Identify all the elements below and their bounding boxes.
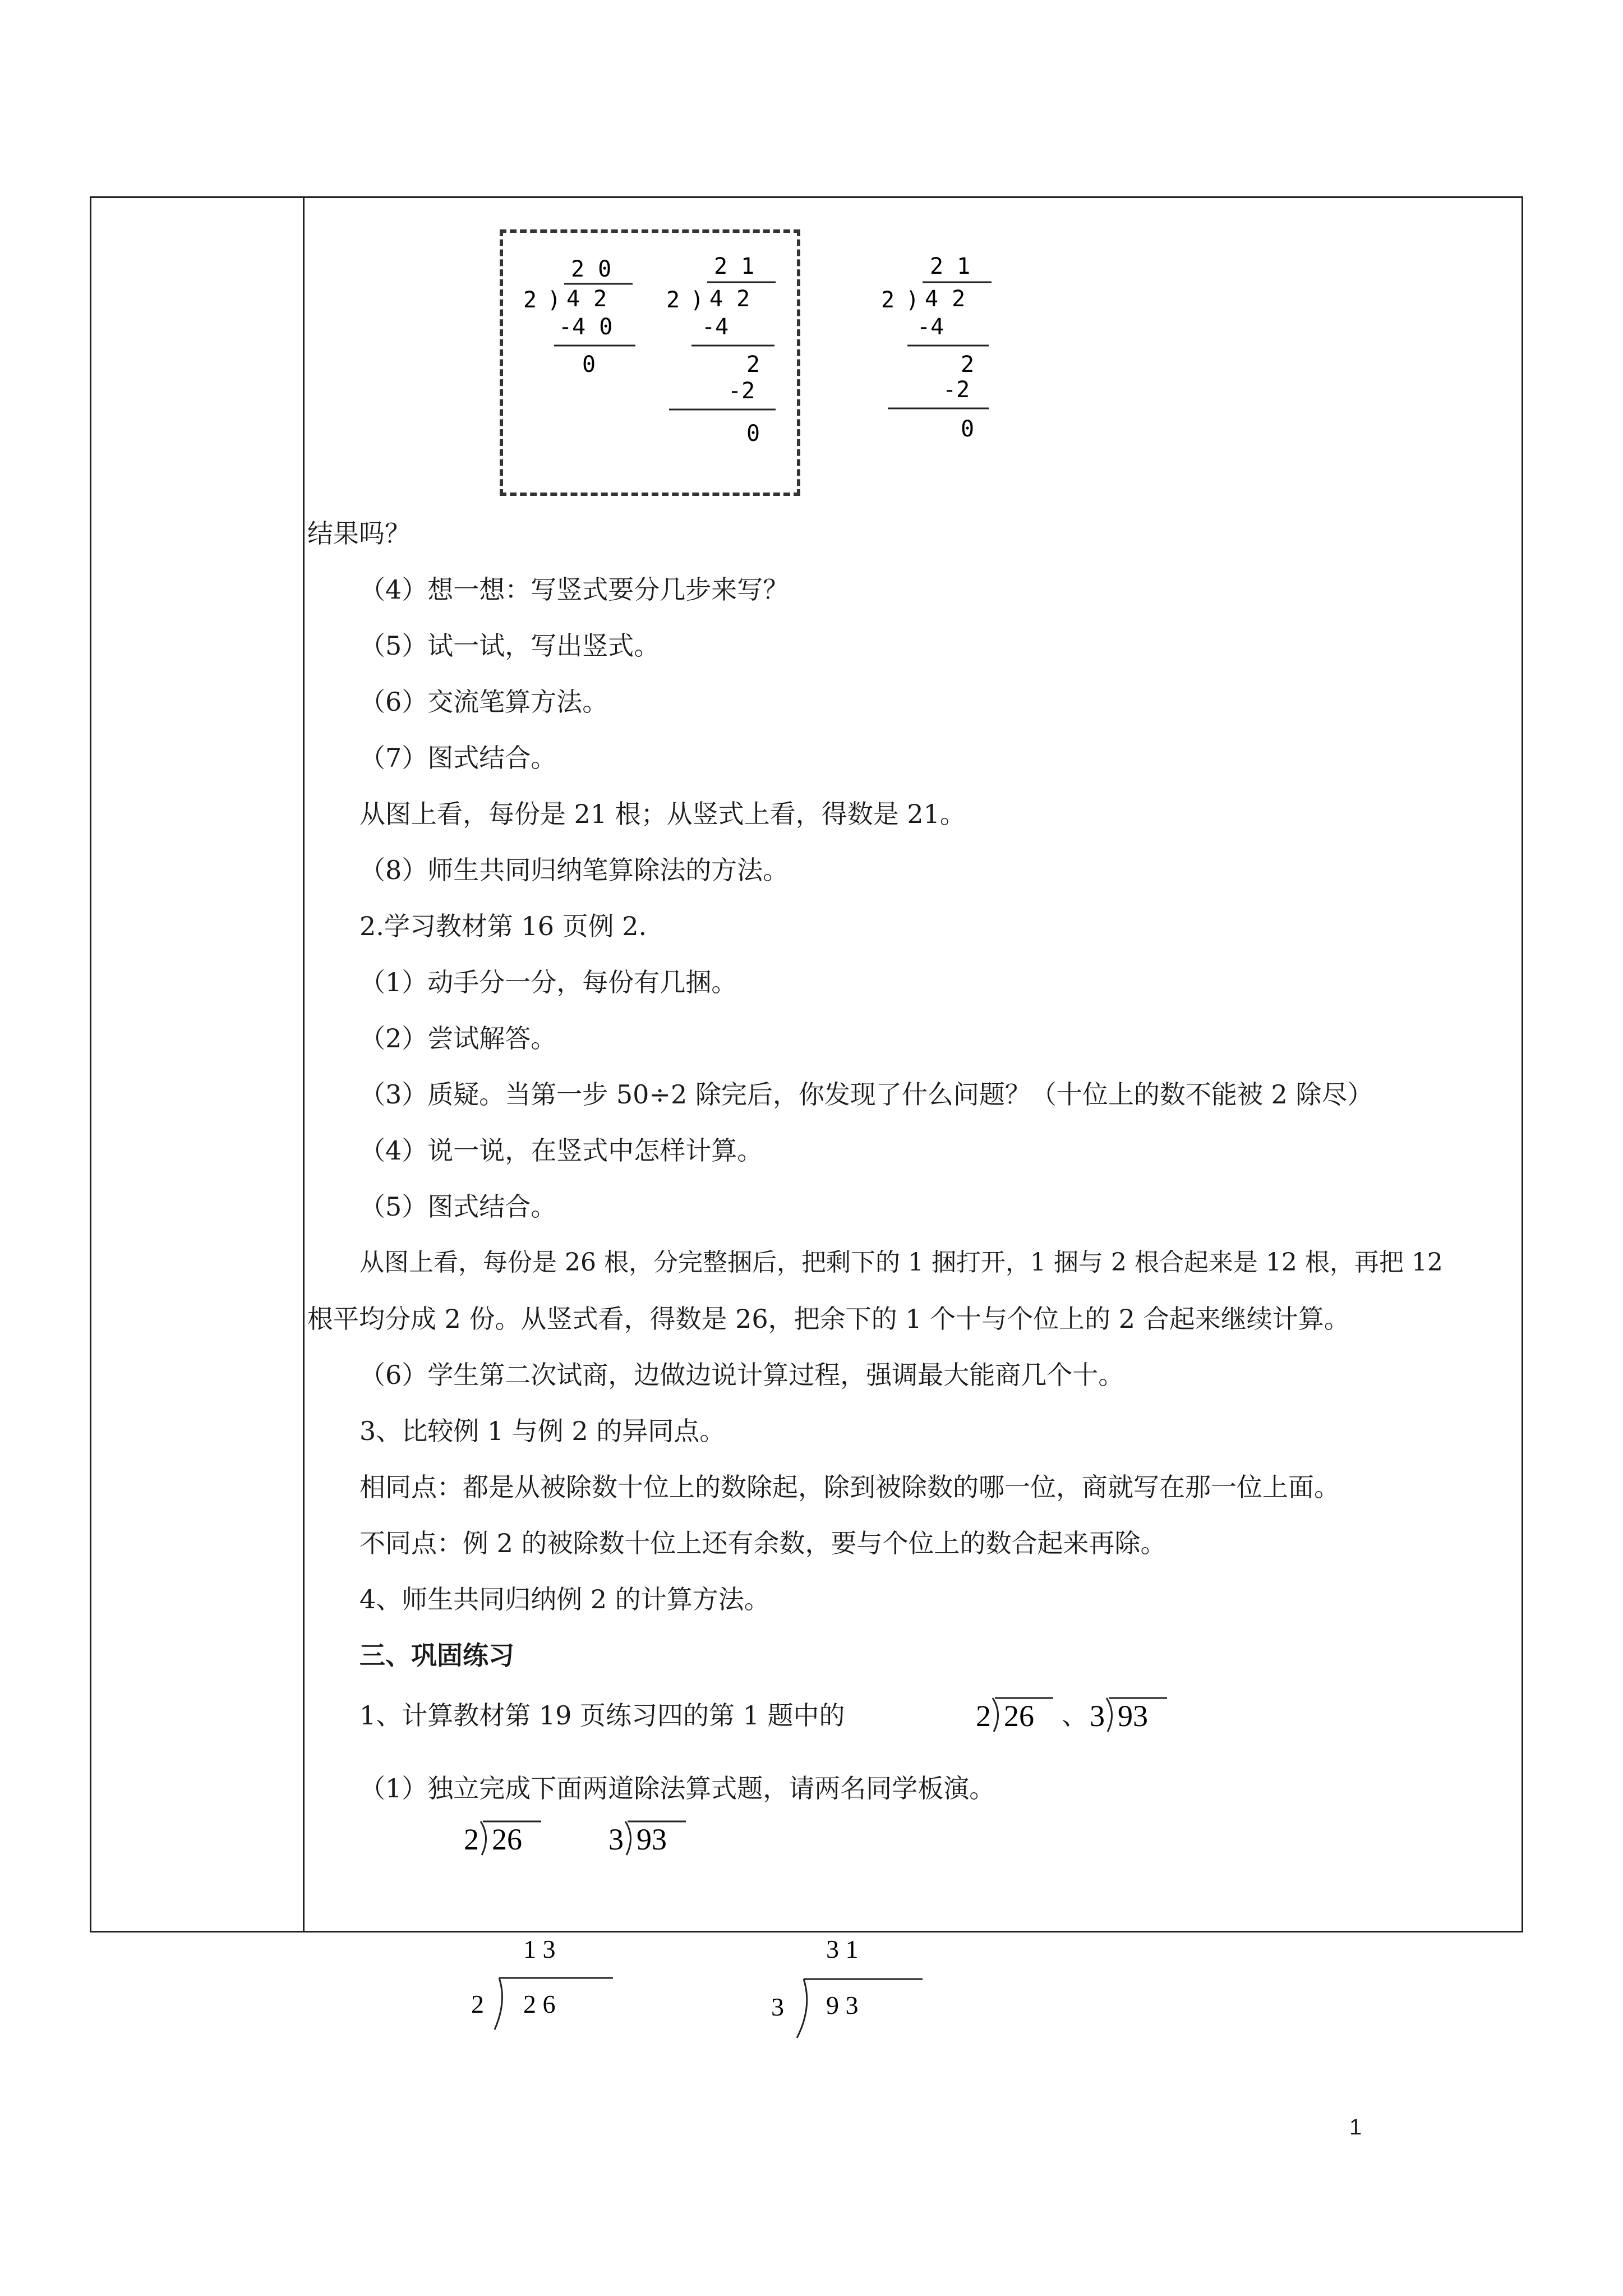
bracket-glyph (625, 1821, 631, 1855)
text-line: 4、师生共同归纳例 2 的计算方法。 (359, 1584, 770, 1614)
dividend-text: 9 3 (826, 1991, 859, 2019)
remainder-text: 0 (961, 416, 975, 442)
bracket-glyph: ) (690, 287, 704, 313)
quotient-text: 2 1 (930, 254, 971, 279)
divisor-text: 2 (523, 287, 537, 313)
separator-text: 、 (1062, 1700, 1087, 1731)
dividend-text: 93 (637, 1823, 667, 1856)
divisor-text: 3 (608, 1823, 624, 1856)
bracket-glyph (481, 1821, 486, 1855)
bottom-division-2-26 (470, 1929, 616, 2035)
text-line: （8）师生共同归纳笔算除法的方法。 (359, 855, 789, 885)
long-division-figure-2 (663, 246, 792, 453)
text-line: （5）图式结合。 (359, 1191, 557, 1222)
bring-down-text: 2 (961, 352, 975, 378)
bottom-division-3-93 (770, 1929, 927, 2041)
text-line: （4）说一说，在竖式中怎样计算。 (359, 1135, 763, 1166)
divisor-text: 2 (666, 287, 680, 313)
dividend-text: 4 2 (709, 286, 750, 312)
text-line: （3）质疑。当第一步 50÷2 除完后，你发现了什么问题？（十位上的数不能被 2 除尽） (359, 1079, 1373, 1110)
quotient-text: 2 0 (571, 256, 612, 282)
bracket-glyph: ) (547, 287, 561, 313)
subtract-text: -4 0 (559, 314, 613, 340)
divisor-text: 2 (471, 1990, 484, 2018)
divisor-text: 3 (771, 1993, 784, 2021)
standalone-division-2-26 (463, 1815, 547, 1860)
text-line: （1）独立完成下面两道除法算式题，请两名同学板演。 (359, 1773, 995, 1803)
long-division-figure-1 (520, 246, 649, 380)
dividend-text: 4 2 (925, 286, 966, 312)
text-line: 从图上看，每份是 26 根，分完整捆后，把剩下的 1 捆打开，1 捆与 2 根合起来是 12 根，再把 12 (359, 1248, 1443, 1277)
inline-division-3-93 (1089, 1691, 1173, 1736)
text-line-prefix: 1、计算教材第 19 页练习四的第 1 题中的 (359, 1700, 845, 1731)
lesson-table (90, 196, 1523, 2021)
text-line: （2）尝试解答。 (359, 1023, 557, 1053)
remainder-text: 0 (746, 421, 760, 447)
text-line: 3、比较例 1 与例 2 的异同点。 (359, 1416, 726, 1446)
section-heading: 三、巩固练习 (359, 1640, 514, 1671)
text-line: （6）学生第二次试商，边做边说计算过程，强调最大能商几个十。 (359, 1360, 1124, 1390)
text-line (359, 1699, 845, 1732)
subtract-text: -4 (917, 314, 944, 340)
bracket-glyph (797, 1979, 807, 2038)
text-line: （6）交流笔算方法。 (359, 687, 608, 717)
page-number: 1 (1349, 2115, 1362, 2139)
bring-down-text: 2 (746, 352, 760, 378)
text-line: 结果吗？ (307, 518, 411, 549)
bracket-glyph (1106, 1698, 1112, 1732)
dividend-text: 2 6 (523, 1990, 556, 2018)
dividend-text: 4 2 (566, 286, 607, 312)
divisor-text: 2 (881, 287, 895, 313)
text-line: 相同点：都是从被除数十位上的数除起，除到被除数的哪一位，商就写在那一位上面。 (359, 1472, 1340, 1502)
divisor-text: 3 (1090, 1699, 1105, 1733)
divisor-text: 2 (976, 1699, 991, 1733)
text-line: 从图上看，每份是 21 根；从竖式上看，得数是 21。 (359, 799, 966, 829)
divisor-text: 2 (464, 1823, 479, 1856)
bracket-glyph (495, 1978, 502, 2030)
quotient-text: 1 3 (523, 1935, 556, 1963)
quotient-text: 2 1 (714, 254, 755, 279)
text-line: 根平均分成 2 份。从竖式看，得数是 26，把余下的 1 个十与个位上的 2 合起来继续计算。 (307, 1304, 1350, 1334)
quotient-text: 3 1 (826, 1935, 859, 1963)
dividend-text: 93 (1118, 1699, 1148, 1733)
standalone-division-3-93 (607, 1815, 691, 1860)
text-line: 不同点：例 2 的被除数十位上还有余数，要与个位上的数合起来再除。 (359, 1528, 1166, 1558)
dividend-text: 26 (1004, 1699, 1034, 1733)
long-division-figure-3 (877, 246, 1006, 453)
subtract-text: -2 (943, 377, 970, 403)
dividend-text: 26 (492, 1823, 522, 1856)
subtract-text: -2 (728, 378, 755, 404)
text-line: （7）图式结合。 (359, 743, 557, 773)
remainder-text: 0 (582, 352, 596, 378)
text-line: （4）想一想：写竖式要分几步来写？ (359, 574, 789, 605)
text-line: （5）试一试，写出竖式。 (359, 631, 660, 661)
subtract-text: -4 (702, 314, 729, 340)
inline-division-2-26 (975, 1691, 1059, 1736)
text-line: 2.学习教材第 16 页例 2. (359, 911, 647, 941)
bracket-glyph (993, 1698, 998, 1732)
content-cell (305, 198, 1521, 2021)
bracket-glyph: ) (906, 287, 920, 313)
text-line: （1）动手分一分，每份有几捆。 (359, 967, 737, 997)
